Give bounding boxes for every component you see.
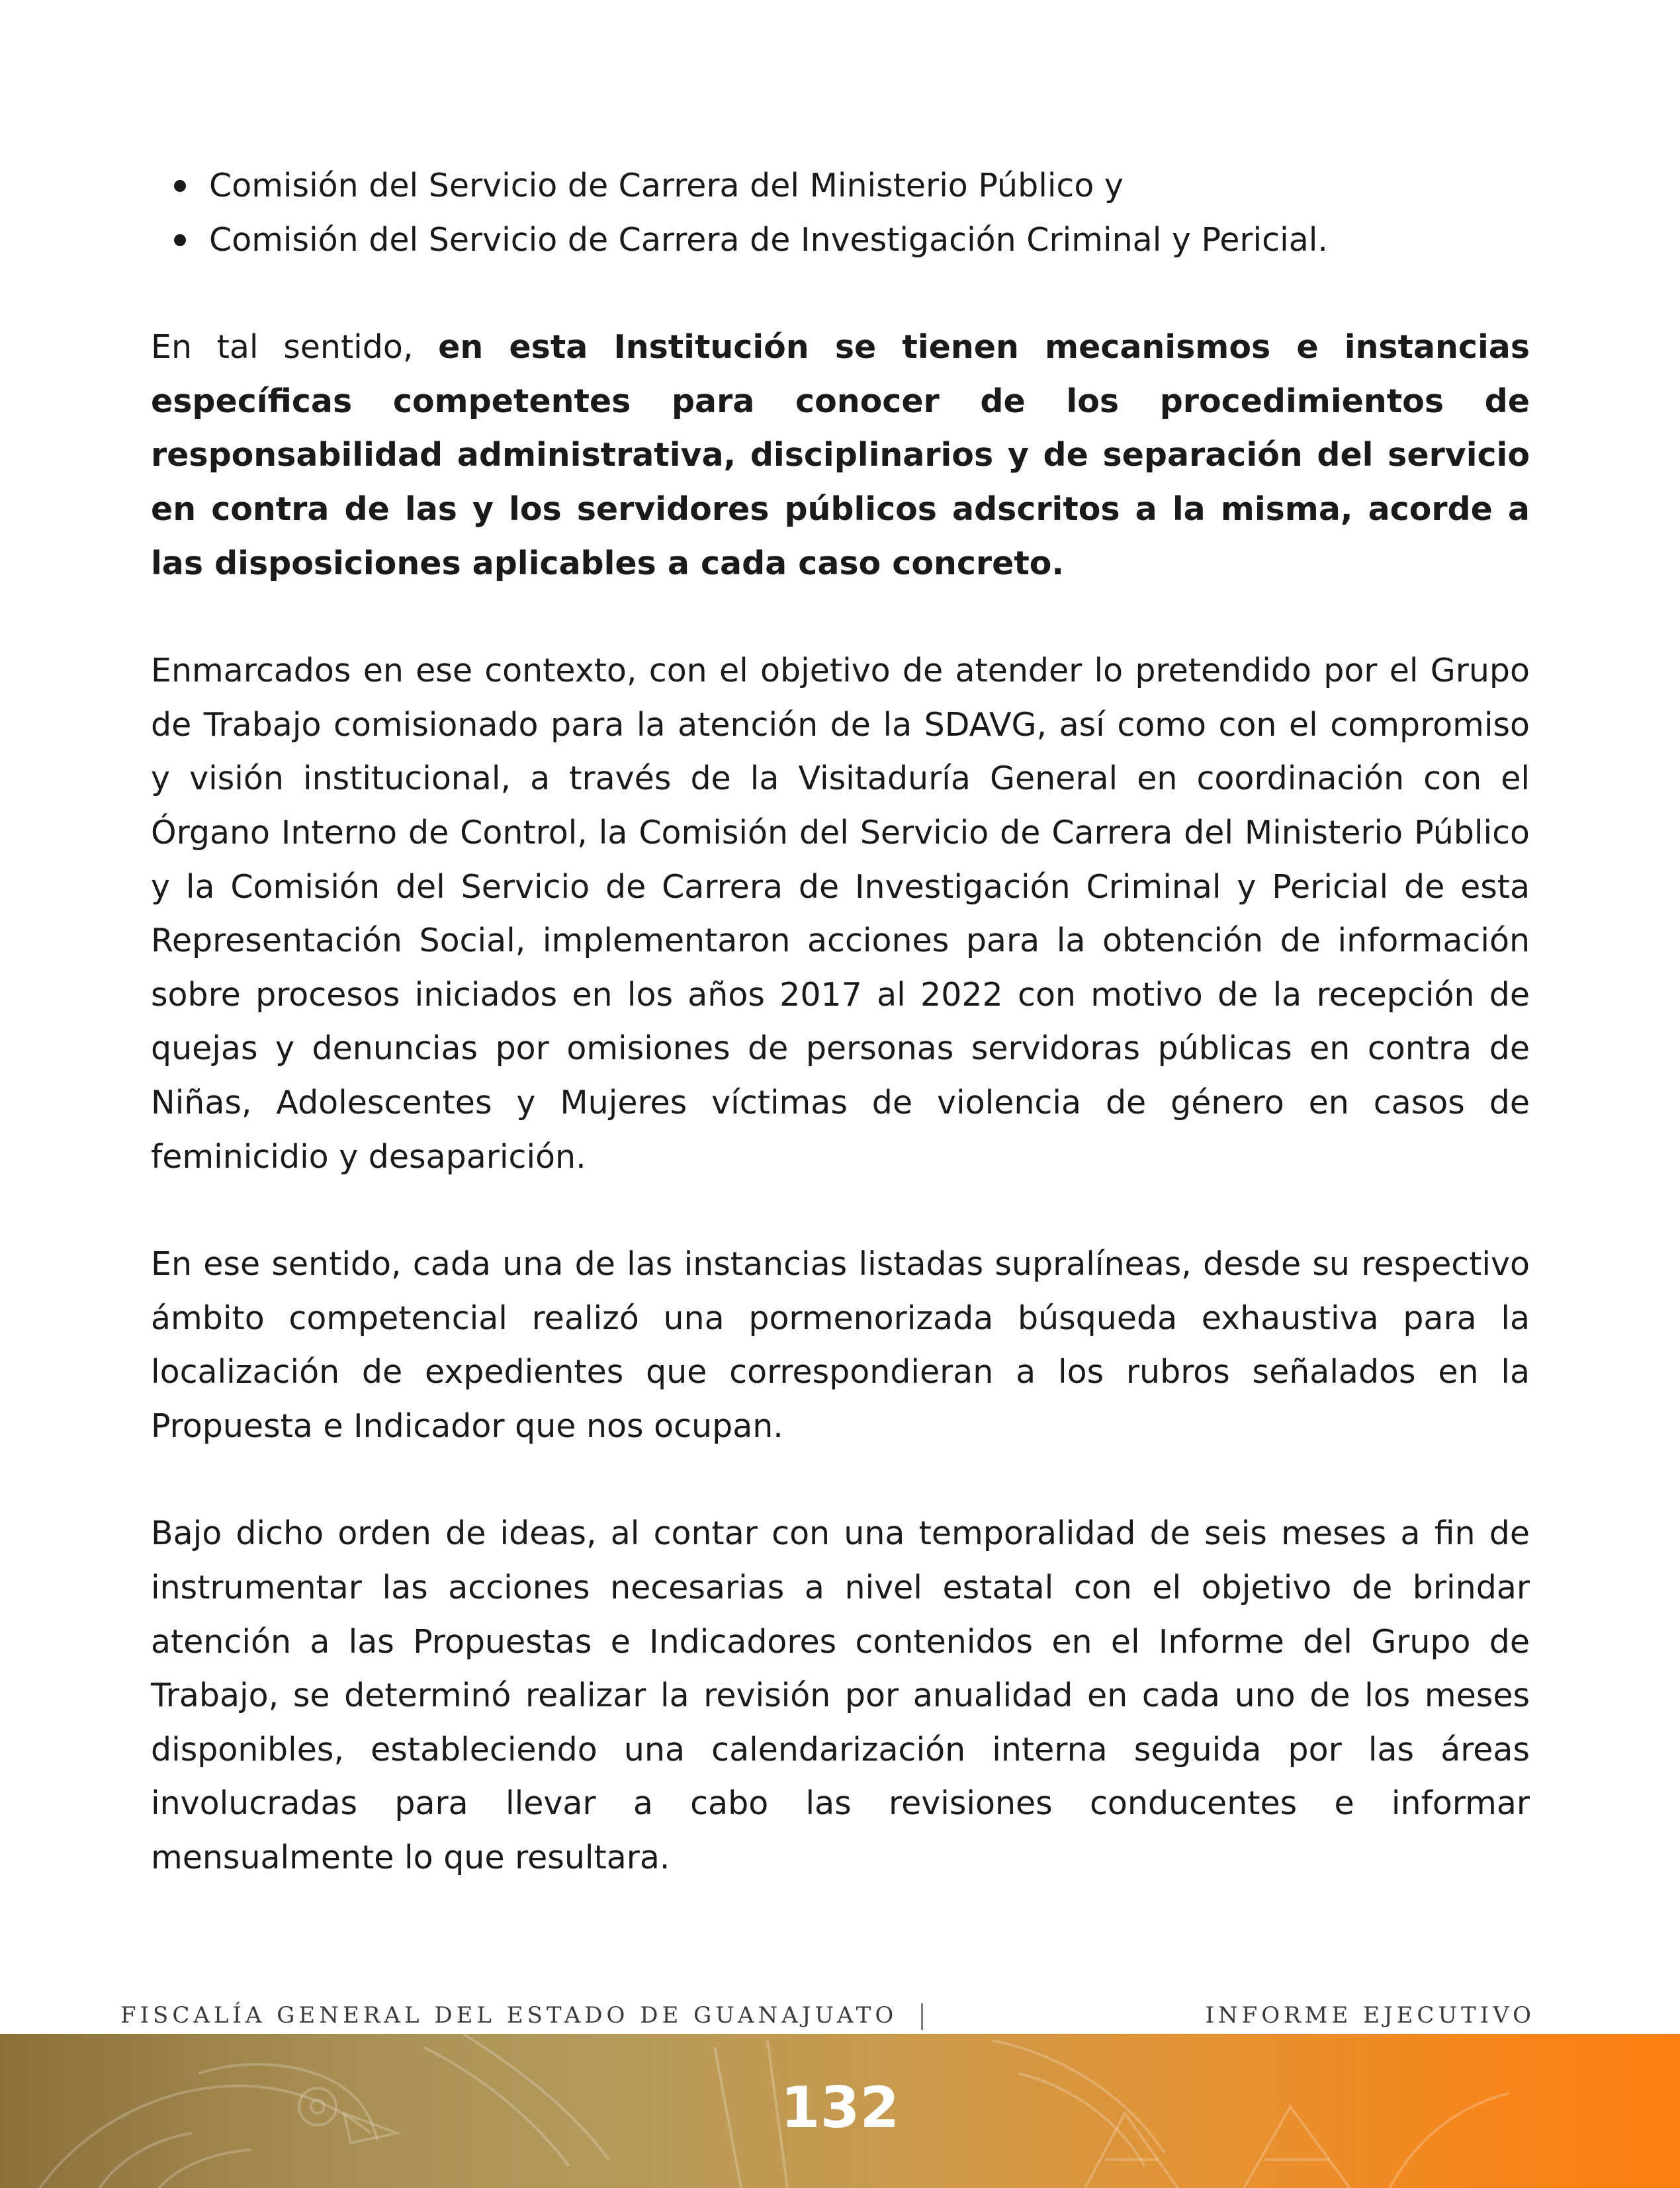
footer-institution-name: FISCALÍA GENERAL DEL ESTADO DE GUANAJUATO [120, 2002, 898, 2029]
bullet-dot-icon [174, 180, 186, 192]
bullet-text: Comisión del Servicio de Carrera del Ministerio Público y [209, 167, 1124, 204]
page-number: 132 [780, 2075, 900, 2141]
paragraph-spacer [151, 267, 1530, 320]
paragraph-context: Enmarcados en ese contexto, con el objetivo de atender lo pretendido por el Grupo de Trabajo comisionado para la atención de la SDAVG, así como con el compromiso y visión institucional, a través de la Visitaduría General en coordinación con el Órgano Interno de Control, la Comisión del Servicio de Carrera del Ministerio Público y la Comisión del Servicio de Carrera de Investigación Criminal y Pericial de esta Representación Social, implementaron acciones para la obtención de información sobre procesos iniciados en los años 2017 al 2022 con motivo de la recepción de quejas y denuncias por omisiones de personas servidoras públicas en contra de Niñas, Adolescentes y Mujeres víctimas de violencia de género en casos de feminicidio y desaparición. [151, 652, 1530, 1176]
page-content [151, 159, 1530, 1885]
paragraph-spacer [151, 590, 1530, 644]
footer-labels [0, 1997, 1680, 2036]
paragraph-schedule: Bajo dicho orden de ideas, al contar con una temporalidad de seis meses a fin de instrumentar las acciones necesarias a nivel estatal con el objetivo de brindar atención a las Propuestas e Indicadores contenidos en el Informe del Grupo de Trabajo, se determinó realizar la revisión por anualidad en cada uno de los meses disponibles, estableciendo una calendarización interna seguida por las áreas involucradas para llevar a cabo las revisiones conducentes e informar mensualmente lo que resultara. [151, 1514, 1530, 1877]
bullet-text: Comisión del Servicio de Carrera de Investigación Criminal y Pericial. [209, 220, 1328, 259]
footer-divider [921, 2003, 923, 2030]
paragraph-spacer [151, 1453, 1530, 1507]
bullet-list [151, 159, 1530, 267]
paragraph-bold-text: en esta Institución se tienen mecanismos e instancias específicas competentes para conocer de los procedimientos de responsabilidad administrativa, disciplinarios y de separación del servicio en contra de las y los servidores públicos adscritos a la misma, acorde a las disposiciones aplicables a cada caso concreto. [151, 328, 1530, 582]
bullet-item [151, 159, 1530, 213]
paragraph-intro-text: En tal sentido, [151, 328, 439, 367]
paragraph-institution-mechanisms [151, 320, 1530, 590]
paragraph-spacer [151, 1184, 1530, 1237]
footer-report-title: INFORME EJECUTIVO [1205, 2002, 1535, 2029]
bullet-item [151, 213, 1530, 267]
paragraph-search: En ese sentido, cada una de las instancias listadas supralíneas, desde su respectivo ámbito competencial realizó una pormenorizada búsqueda exhaustiva para la localización de expedientes que correspondieran a los rubros señalados en la Propuesta e Indicador que nos ocupan. [151, 1245, 1530, 1445]
bullet-dot-icon [174, 234, 186, 246]
